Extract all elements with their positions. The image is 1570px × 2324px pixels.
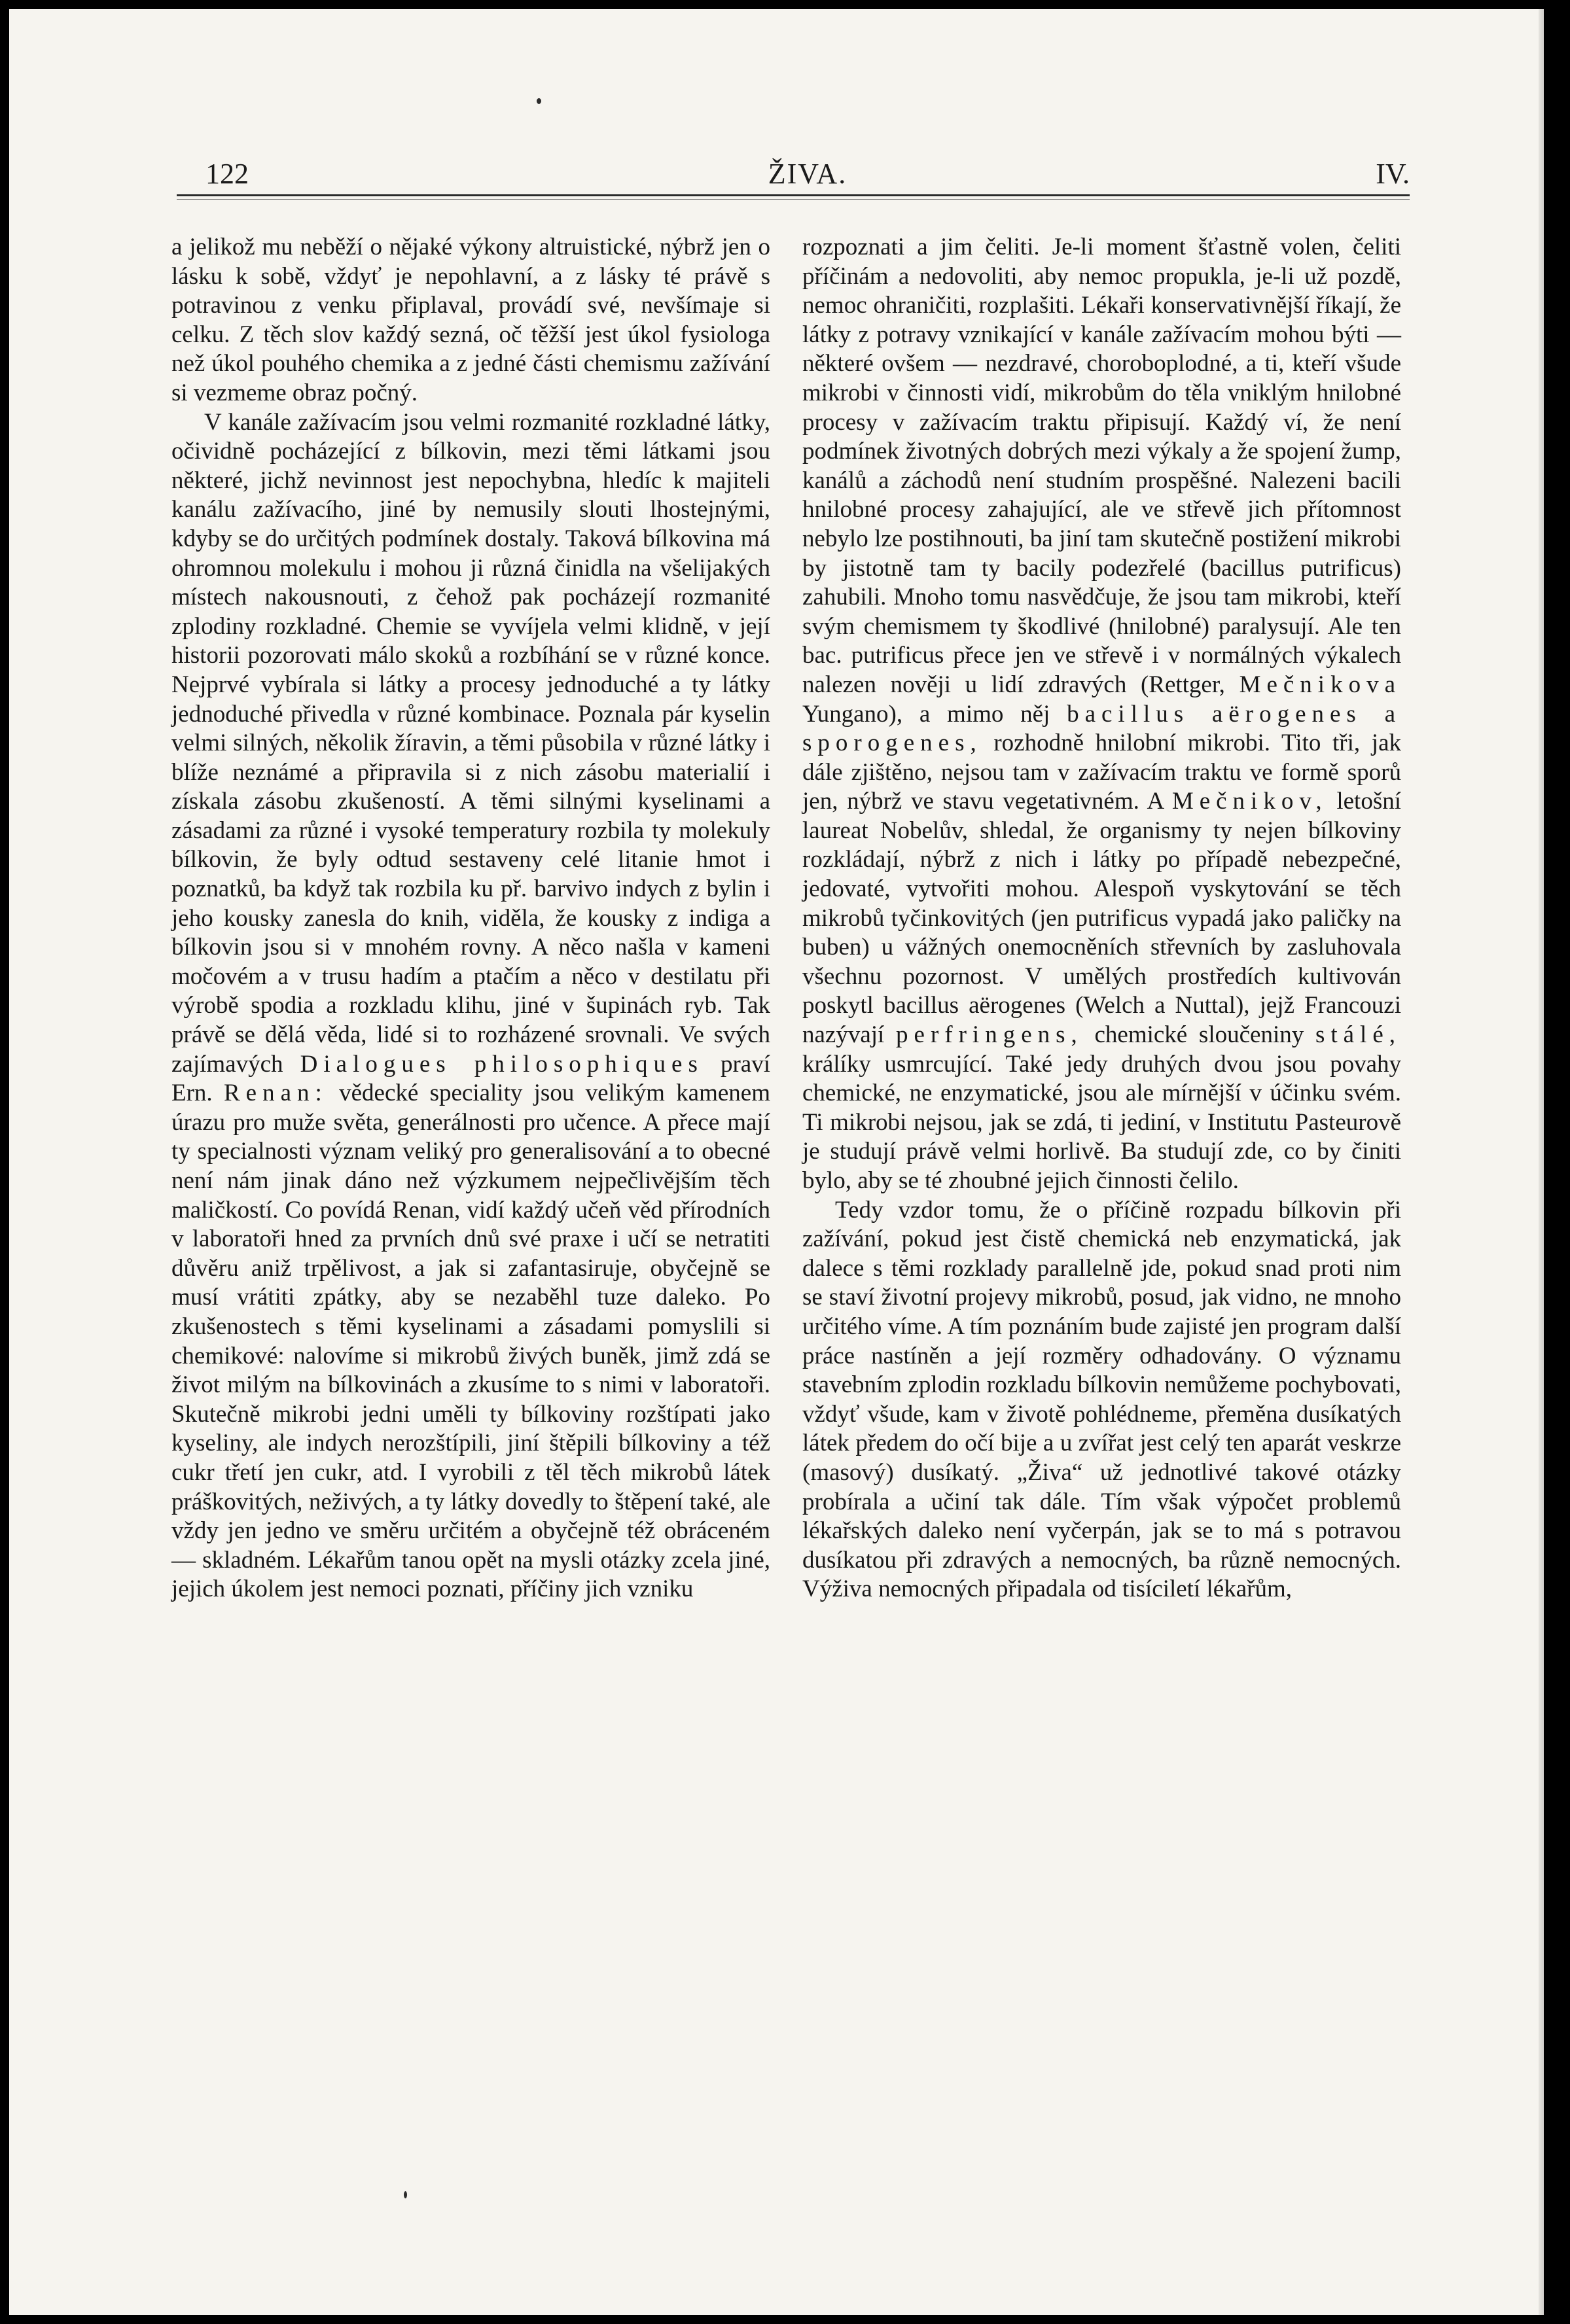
spaced-name: Renan:: [223, 1080, 328, 1107]
spaced-title: Dialogues philosophiques: [300, 1050, 704, 1078]
scanned-page: [9, 9, 1544, 2315]
page-number: 122: [205, 158, 249, 190]
text-run: vědecké speciality jsou velikým kamenem úrazu pro muže světa, generálnosti pro učence. A přece mají ty specialnosti význam veliký pro generalisování a to obecné není nám jinak dáno než výzkumem nejpečlivějším těch maličkostí. Co povídá Renan, vidí každý učeň věd přírodních v laboratoři hned za prvních dnů své praxe i učí se netratiti důvěru aniž trpělivost, a jak si zafantasiruje, obyčejně se musí vrátiti zpátky, aby se nezaběhl tuze daleko. Po zkušenostech s těmi kyselinami a zásadami pomyslili si chemikové: nalovíme si mikrobů živých buněk, jimž zdá se život milým na bílkovinách a zkusíme to s nimi v laboratoři. Skutečně mikrobi jedni uměli ty bílkoviny rozštípati jako kyseliny, ale indych nerozštípili, jiní štěpili bílkoviny a též cukr třetí jen cukr, atd. I vyrobili z těl těch mikrobů látek práškovitých, neživých, a ty látky dovedly to štěpení také, ale vždy jen jedno ve směru určitém a obyčejně též obráceném — skladném. Lékařům tanou opět na mysli otázky zcela jiné, jejich úkolem jest nemoci poznati, příčiny jich vzniku: [171, 1080, 771, 1603]
text-run: králíky usmrcující. Také jedy druhých dvou jsou povahy chemické, ne enzymatické, jsou ale mírnější v účinku svém. Ti mikrobi nejsou, jak se zdá, ti jediní, v Institutu Pasteurově je studují právě velmi horlivě. Ba studují zde, co by činiti bylo, aby se té zhoubné jejich činnosti čelilo.: [802, 1050, 1401, 1194]
spaced-name: bacillus aërogenes a sporogenes,: [802, 700, 1401, 757]
volume-number: IV.: [1376, 158, 1410, 190]
paragraph: Tedy vzdor tomu, že o příčině rozpadu bílkovin při zažívání, pokud jest čistě chemická neb enzymatická, jak dalece s těmi rozklady parallelně jde, pokud snad proti nim se staví životní projevy mikrobů, posud, jak vidno, ne mnoho určitého víme. A tím poznáním bude zajisté jen program další práce nastíněn a její rozměry odhadovány. O významu stavebním zplodin rozkladu bílkovin nemůžeme pochybovati, vždyť všude, kam v životě pohlédneme, přeměna dusíkatých látek předem do očí bije a u zvířat jest celý ten aparát veskrze (masový) dusíkatý. „Živa“ už jednotlivé takové otázky probírala a učiní tak dále. Tím však výpočet problemů lékařských daleko není vyčerpán, jak se to má s potravou dusíkatou při zdravých a nemocných, ba různě nemocných. Výživa nemocných připadala od tisíciletí lékařům,: [802, 1196, 1401, 1603]
paragraph: a jelikož mu neběží o nějaké výkony altruistické, nýbrž jen o lásku k sobě, vždyť je nepohlavní, a z lásky té právě s potravinou z venku připlaval, provádí své, nevšímaje si celku. Z těch slov každý sezná, oč těžší jest úkol fysiologa než úkol pouhého chemika a z jedné části chemismu zažívání si vezmeme obraz počný.: [171, 234, 770, 406]
spaced-word: stálé,: [1315, 1021, 1402, 1049]
text-run: V kanále zažívacím jsou velmi rozmanité rozkladné látky, očividně pocházející z bílkovin, mezi těmi látkami jsou některé, jichž nevinnost jest nepochybna, hledíc k majiteli kanálu zažívacího, jiné by nemusily slouti lhostejnými, kdyby se do určitých podmínek dostaly. Taková bílkovina má ohromnou molekulu i mohou ji různá činidla na všelijakých místech nakousnouti, z čehož pak pocházejí rozmanité zplodiny rozkladné. Chemie se vyvíjela velmi klidně, v její historii pozorovati málo skoků a rozbíhání se v různé konce. Nejprvé vybírala si látky a procesy jednoduché a ty látky jednoduché přivedla v různé kombinace. Poznala pár kyselin velmi silných, několik žíravin, a těmi působila v různé látky i blíže neznámé a připravila si z nich zásobu materialií i získala zásobu zkušeností. A těmi silnými kyselinami a zásadami za různé i vysoké temperatury rozbila ty molekuly bílkovin, že byly odtud sestaveny celé litanie hmot i poznatků, ba když tak rozbila ku př. barvivo indych z bylin i jeho kousky zanesla do knih, viděla, že kousky z indiga a bílkovin jsou si v mnohém rovny. A něco našla v kameni močovém a v trusu hadím a ptačím a něco v destilatu při výrobě spodia a rozkladu klihu, jiné v šupinách ryb. Tak právě se dělá věda, lidé si to rozházené srovnali. Ve svých zajímavých: [171, 408, 770, 1078]
print-speck: [537, 98, 541, 104]
text-run: rozpoznati a jim čeliti. Je-li moment šťastně volen, čeliti příčinám a nedovoliti, aby nemoc propukla, je-li už pozdě, nemoc ohraničiti, rozplašiti. Lékaři konservativnější říkají, že látky z potravy vznikající v kanále zažívacím mohou býti — některé ovšem — nezdravé, choroboplodné, a ti, kteří všude mikrobi v činnosti vidí, mikrobům do těla vniklým hnilobné procesy v zažívacím traktu připisují. Každý ví, že není podmínek životných dobrých mezi výkaly a že spojení žump, kanálů a záchodů není studním prospěšné. Nalezeni bacili hnilobné procesy zahajující, ale ve střevě jich přítomnost nebylo lze postihnouti, ba jiní tam skutečně postižení mikrobi by jistotně tam ty bacily podezřelé (bacillus putrificus) zahubili. Mnoho tomu nasvědčuje, že jsou tam mikrobi, kteří svým chemismem ty škodlivé (hnilobné) paralysují. Ale ten bac. putrificus přece jen ve střevě i v normálných výkalech nalezen nověji u lidí zdravých (Rettger,: [802, 234, 1401, 698]
text-run: Yungano), a mimo něj: [802, 700, 1050, 728]
page-edge: [1539, 9, 1544, 2315]
spaced-name: Mečnikova: [1239, 671, 1402, 698]
header-rule-thin: [177, 199, 1410, 200]
text-run: chemické sloučeniny: [1094, 1021, 1304, 1049]
paragraph: [171, 408, 770, 1604]
header-rule: [177, 194, 1410, 196]
text-run: praví Ern.: [171, 1050, 771, 1107]
running-header: [205, 157, 1410, 196]
left-column: [171, 233, 770, 1604]
text-run: rozhodně hnilobní mikrobi. Tito tři, jak dále zjištěno, nejsou tam v zažívacím traktu ve formě sporů jen, nýbrž ve stavu vegetativném. A: [802, 730, 1401, 815]
spaced-name: Mečnikov,: [1171, 788, 1328, 815]
paragraph: [802, 233, 1401, 1196]
journal-title: ŽIVA.: [768, 158, 847, 190]
print-speck: [404, 2191, 407, 2198]
right-column: [802, 233, 1401, 1604]
text-run: letošní laureat Nobelův, shledal, že organismy ty nejen bílkoviny rozkládají, nýbrž z nich i látky po případě nebezpečné, jedovaté, vytvořiti mohou. Alespoň vyskytování se těch mikrobů tyčinkovitých (jen putrificus vypadá jako paličky na buben) u vážných onemocněních střevních by zasluhovala všechnu pozornost. V umělých prostředích kultivován poskytl bacillus aërogenes (Welch a Nuttal), jejž Francouzi nazývají: [802, 788, 1402, 1049]
spaced-name: perfringens,: [896, 1021, 1083, 1049]
